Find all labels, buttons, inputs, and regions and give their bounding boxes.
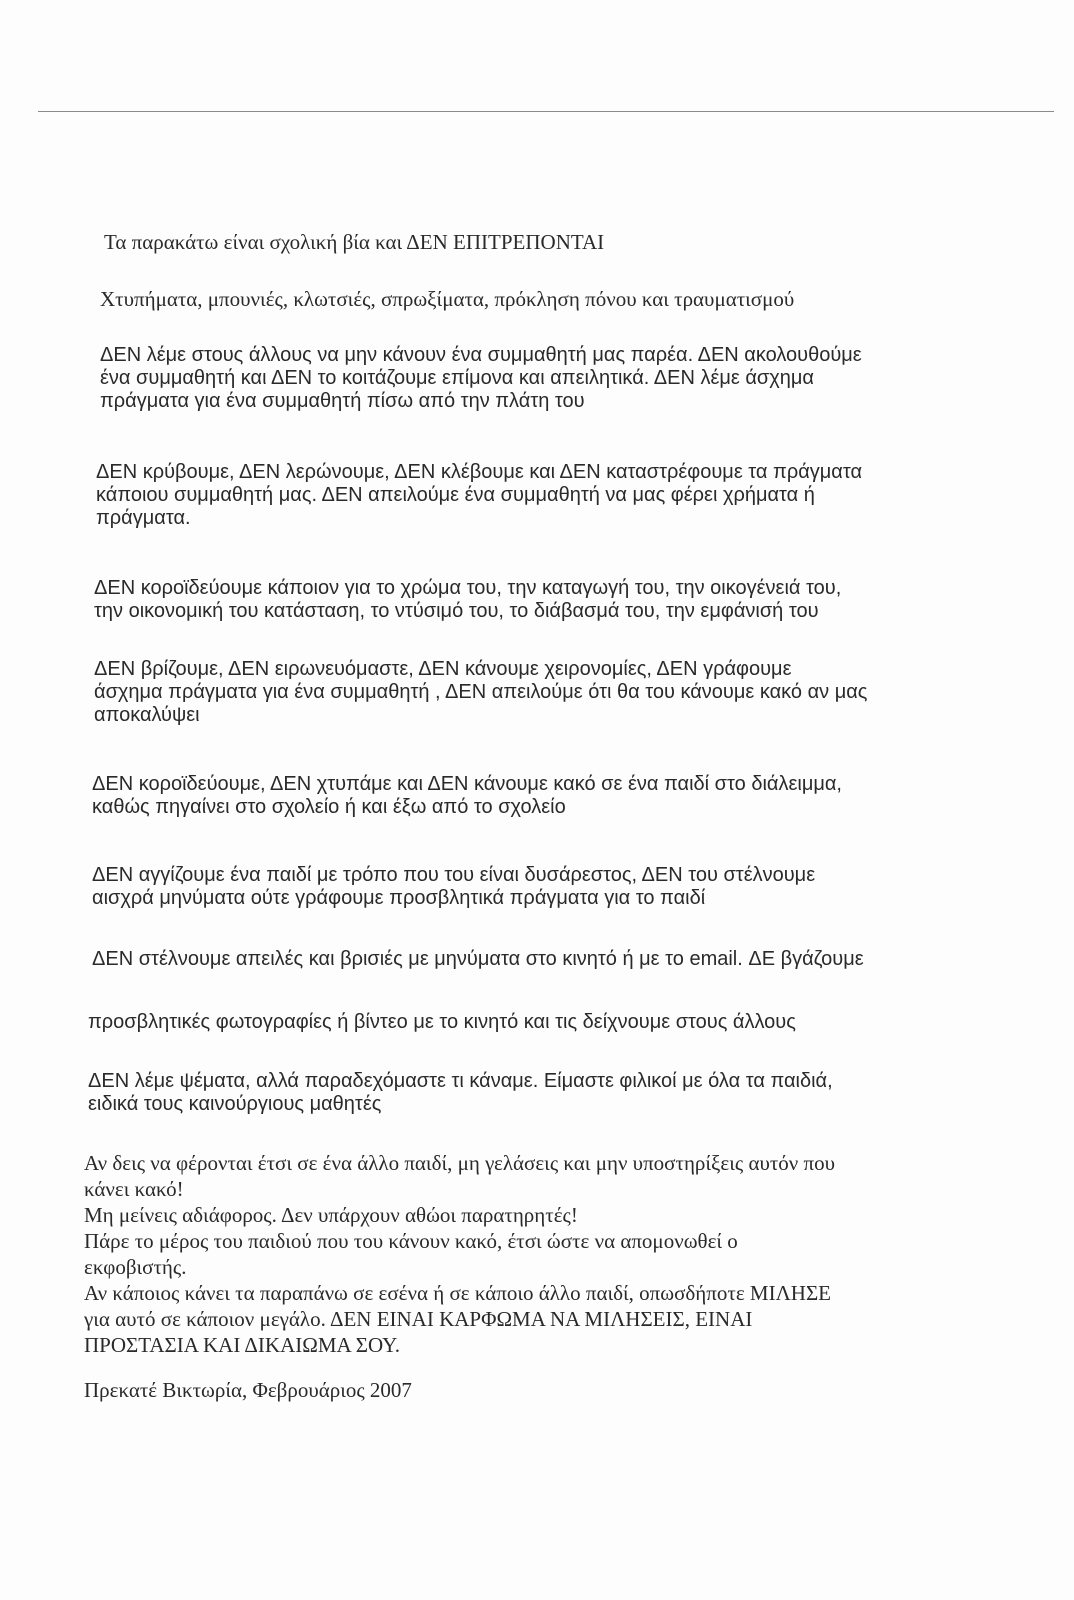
title-text: Τα παρακάτω είναι σχολική βία και ΔΕΝ ΕΠΙΤΡΕΠΟΝΤΑΙ: [104, 230, 605, 254]
paragraph-line: άσχημα πράγματα για ένα συμμαθητή , ΔΕΝ απειλούμε ότι θα του κάνουμε κακό αν μας: [94, 681, 868, 703]
paragraph-4: [94, 577, 841, 623]
paragraph-line: ένα συμμαθητή και ΔΕΝ το κοιτάζουμε επίμονα και απειλητικά. ΔΕΝ λέμε άσχημα: [100, 367, 814, 389]
paragraph-line: αισχρά μηνύματα ούτε γράφουμε προσβλητικά πράγματα για το παιδί: [92, 887, 706, 909]
closing-line: Πάρε το μέρος του παιδιού που του κάνουν κακό, έτσι ώστε να απομονωθεί ο: [84, 1229, 738, 1253]
closing-line: εκφοβιστής.: [84, 1255, 187, 1279]
paragraph-line: την οικονομική του κατάσταση, το ντύσιμό του, το διάβασμά του, την εμφάνισή του: [94, 600, 819, 622]
paragraph-line: Χτυπήματα, μπουνιές, κλωτσιές, σπρωξίματα, πρόκληση πόνου και τραυματισμού: [100, 287, 795, 311]
paragraph-line: ΔΕΝ λέμε ψέματα, αλλά παραδεχόμαστε τι κάναμε. Είμαστε φιλικοί με όλα τα παιδιά,: [88, 1070, 833, 1092]
paragraph-3: [96, 461, 862, 530]
paragraph-line: ειδικά τους καινούργιους μαθητές: [88, 1093, 382, 1115]
paragraph-9: [88, 1011, 796, 1034]
closing-line: για αυτό σε κάποιον μεγάλο. ΔΕΝ ΕΙΝΑΙ ΚΑΡΦΩΜΑ ΝΑ ΜΙΛΗΣΕΙΣ, ΕΙΝΑΙ: [84, 1307, 753, 1331]
paragraph-line: ΔΕΝ λέμε στους άλλους να μην κάνουν ένα συμμαθητή μας παρέα. ΔΕΝ ακολουθούμε: [100, 344, 862, 366]
paragraph-10: [88, 1070, 833, 1116]
paragraph-line: κάποιου συμμαθητή μας. ΔΕΝ απειλούμε ένα συμμαθητή να μας φέρει χρήματα ή: [96, 484, 815, 506]
closing-line: κάνει κακό!: [84, 1177, 184, 1201]
paragraph-line: ΔΕΝ αγγίζουμε ένα παιδί με τρόπο που του είναι δυσάρεστος, ΔΕΝ του στέλνουμε: [92, 864, 816, 886]
paragraph-8: [92, 948, 864, 971]
paragraph-line: ΔΕΝ κοροϊδεύουμε, ΔΕΝ χτυπάμε και ΔΕΝ κάνουμε κακό σε ένα παιδί στο διάλειμμα,: [92, 773, 842, 795]
paragraph-line: πράγματα.: [96, 507, 191, 529]
paragraph-line: ΔΕΝ στέλνουμε απειλές και βρισιές με μηνύματα στο κινητό ή με το email. ΔΕ βγάζουμε: [92, 948, 864, 970]
paragraph-2: [100, 344, 862, 413]
paragraph-line: πράγματα για ένα συμμαθητή πίσω από την πλάτη του: [100, 390, 585, 412]
closing-line: ΠΡΟΣΤΑΣΙΑ ΚΑΙ ΔΙΚΑΙΩΜΑ ΣΟΥ.: [84, 1333, 400, 1357]
signature: [84, 1379, 412, 1402]
paragraph-line: προσβλητικές φωτογραφίες ή βίντεο με το κινητό και τις δείχνουμε στους άλλους: [88, 1011, 796, 1033]
paragraph-line: καθώς πηγαίνει στο σχολείο ή και έξω από το σχολείο: [92, 796, 566, 818]
signature-text: Πρεκατέ Βικτωρία, Φεβρουάριος 2007: [84, 1378, 412, 1402]
closing-line: Μη μείνεις αδιάφορος. Δεν υπάρχουν αθώοι παρατηρητές!: [84, 1203, 578, 1227]
paragraph-5: [94, 658, 867, 727]
document-title: [104, 231, 604, 254]
paragraph-line: ΔΕΝ κοροϊδεύουμε κάποιον για το χρώμα του, την καταγωγή του, την οικογένειά του,: [94, 577, 842, 599]
paragraph-1: [100, 288, 794, 311]
closing-line: Αν κάποιος κάνει τα παραπάνω σε εσένα ή σε κάποιο άλλο παιδί, οπωσδήποτε ΜΙΛΗΣΕ: [84, 1281, 832, 1305]
paragraph-line: ΔΕΝ βρίζουμε, ΔΕΝ ειρωνευόμαστε, ΔΕΝ κάνουμε χειρονομίες, ΔΕΝ γράφουμε: [94, 658, 792, 680]
paragraph-7: [92, 864, 815, 910]
closing-line: Αν δεις να φέρονται έτσι σε ένα άλλο παιδί, μη γελάσεις και μην υποστηρίξεις αυτόν που: [84, 1151, 836, 1175]
paragraph-line: ΔΕΝ κρύβουμε, ΔΕΝ λερώνουμε, ΔΕΝ κλέβουμε και ΔΕΝ καταστρέφουμε τα πράγματα: [96, 461, 863, 483]
closing-block: [84, 1150, 835, 1358]
header-rule: [38, 111, 1054, 112]
paragraph-line: αποκαλύψει: [94, 704, 200, 726]
paragraph-6: [92, 773, 842, 819]
